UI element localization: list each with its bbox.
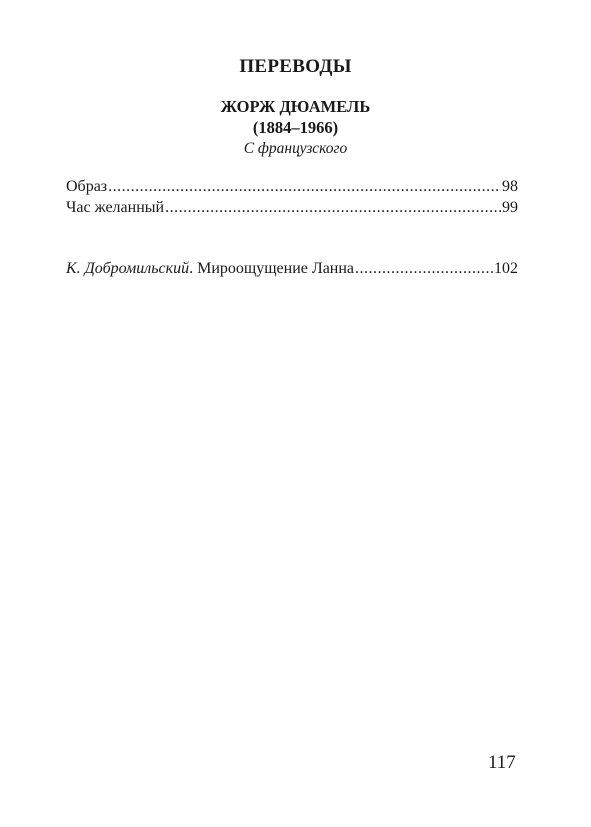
page-number: 117 (488, 752, 516, 773)
toc-entry-title: Образ (66, 178, 108, 195)
author-years: (1884–1966) (252, 118, 339, 137)
dot-leader (165, 197, 501, 218)
dot-leader (355, 258, 493, 279)
toc-entry-work: Мироощущение Ланна (197, 260, 355, 277)
toc-entry-page: 98 (502, 178, 518, 195)
toc-entry[interactable] (66, 197, 518, 218)
toc-entry-page: 99 (502, 199, 518, 216)
toc-entry-page: 102 (494, 260, 518, 277)
toc-entry-title: К. Добромильский. Мироощущение Ланна (66, 260, 355, 277)
toc-list-essay (66, 258, 518, 279)
dot-leader (108, 176, 501, 197)
toc-entry-author: К. Добромильский (66, 260, 190, 277)
author-name: ЖОРЖ ДЮАМЕЛЬ (220, 97, 371, 116)
toc-entry-title: Час желанный (66, 199, 165, 216)
toc-entry[interactable] (66, 176, 518, 197)
section-title: ПЕРЕВОДЫ (239, 56, 352, 77)
translation-note: С французского (243, 140, 348, 157)
toc-list (66, 176, 518, 218)
author-heading (0, 96, 591, 159)
toc-entry[interactable] (66, 258, 518, 279)
